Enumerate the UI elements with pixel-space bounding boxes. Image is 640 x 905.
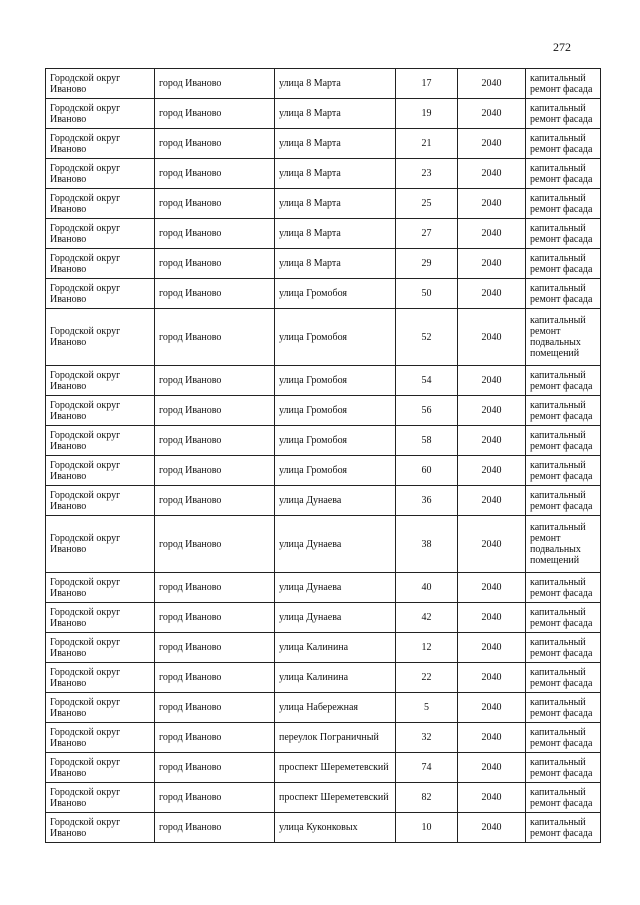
city-cell: город Иваново [155,486,275,516]
street-cell: улица Калинина [275,663,396,693]
year-cell: 2040 [458,159,526,189]
work-type-cell: капитальный ремонт фасада [526,426,601,456]
table-row [46,813,601,843]
district-cell: Городской округ Иваново [46,693,155,723]
table-row [46,603,601,633]
district-cell: Городской округ Иваново [46,456,155,486]
city-cell: город Иваново [155,603,275,633]
work-type-cell: капитальный ремонт фасада [526,723,601,753]
year-cell: 2040 [458,99,526,129]
table-row [46,426,601,456]
table-row [46,309,601,366]
house-number-cell: 82 [396,783,458,813]
city-cell: город Иваново [155,663,275,693]
district-cell: Городской округ Иваново [46,249,155,279]
city-cell: город Иваново [155,366,275,396]
street-cell: улица Куконковых [275,813,396,843]
table-row [46,486,601,516]
page-number: 272 [553,40,571,54]
house-number-cell: 38 [396,516,458,573]
street-cell: улица Громобоя [275,309,396,366]
table-row [46,366,601,396]
year-cell: 2040 [458,309,526,366]
street-cell: улица 8 Марта [275,159,396,189]
work-type-cell: капитальный ремонт фасада [526,366,601,396]
work-type-cell: капитальный ремонт фасада [526,129,601,159]
city-cell: город Иваново [155,813,275,843]
street-cell: улица Дунаева [275,573,396,603]
table-row [46,249,601,279]
city-cell: город Иваново [155,279,275,309]
table-body [46,69,601,843]
district-cell: Городской округ Иваново [46,159,155,189]
house-number-cell: 10 [396,813,458,843]
district-cell: Городской округ Иваново [46,396,155,426]
street-cell: улица Громобоя [275,366,396,396]
street-cell: улица 8 Марта [275,219,396,249]
work-type-cell: капитальный ремонт подвальных помещений [526,309,601,366]
year-cell: 2040 [458,396,526,426]
house-number-cell: 58 [396,426,458,456]
work-type-cell: капитальный ремонт фасада [526,219,601,249]
table-row [46,693,601,723]
house-number-cell: 25 [396,189,458,219]
city-cell: город Иваново [155,573,275,603]
year-cell: 2040 [458,219,526,249]
work-type-cell: капитальный ремонт фасада [526,813,601,843]
year-cell: 2040 [458,69,526,99]
district-cell: Городской округ Иваново [46,279,155,309]
table-row [46,723,601,753]
city-cell: город Иваново [155,99,275,129]
year-cell: 2040 [458,573,526,603]
city-cell: город Иваново [155,219,275,249]
year-cell: 2040 [458,723,526,753]
street-cell: улица Калинина [275,633,396,663]
city-cell: город Иваново [155,783,275,813]
house-number-cell: 21 [396,129,458,159]
district-cell: Городской округ Иваново [46,516,155,573]
street-cell: улица Громобоя [275,279,396,309]
house-number-cell: 74 [396,753,458,783]
work-type-cell: капитальный ремонт подвальных помещений [526,516,601,573]
city-cell: город Иваново [155,753,275,783]
work-type-cell: капитальный ремонт фасада [526,486,601,516]
year-cell: 2040 [458,603,526,633]
table-row [46,99,601,129]
year-cell: 2040 [458,249,526,279]
district-cell: Городской округ Иваново [46,99,155,129]
house-number-cell: 19 [396,99,458,129]
city-cell: город Иваново [155,396,275,426]
city-cell: город Иваново [155,249,275,279]
house-number-cell: 56 [396,396,458,426]
city-cell: город Иваново [155,426,275,456]
year-cell: 2040 [458,279,526,309]
house-number-cell: 42 [396,603,458,633]
house-number-cell: 12 [396,633,458,663]
city-cell: город Иваново [155,693,275,723]
district-cell: Городской округ Иваново [46,663,155,693]
work-type-cell: капитальный ремонт фасада [526,279,601,309]
year-cell: 2040 [458,426,526,456]
work-type-cell: капитальный ремонт фасада [526,159,601,189]
work-type-cell: капитальный ремонт фасада [526,603,601,633]
street-cell: улица Дунаева [275,603,396,633]
district-cell: Городской округ Иваново [46,486,155,516]
year-cell: 2040 [458,366,526,396]
district-cell: Городской округ Иваново [46,633,155,663]
table-row [46,633,601,663]
street-cell: проспект Шереметевский [275,753,396,783]
year-cell: 2040 [458,456,526,486]
city-cell: город Иваново [155,189,275,219]
street-cell: проспект Шереметевский [275,783,396,813]
work-type-cell: капитальный ремонт фасада [526,396,601,426]
house-number-cell: 54 [396,366,458,396]
district-cell: Городской округ Иваново [46,129,155,159]
house-number-cell: 23 [396,159,458,189]
table-row [46,129,601,159]
street-cell: переулок Пограничный [275,723,396,753]
district-cell: Городской округ Иваново [46,723,155,753]
table-row [46,663,601,693]
street-cell: улица Дунаева [275,516,396,573]
house-number-cell: 50 [396,279,458,309]
year-cell: 2040 [458,753,526,783]
house-number-cell: 29 [396,249,458,279]
city-cell: город Иваново [155,456,275,486]
district-cell: Городской округ Иваново [46,426,155,456]
table-row [46,189,601,219]
district-cell: Городской округ Иваново [46,753,155,783]
house-number-cell: 52 [396,309,458,366]
year-cell: 2040 [458,813,526,843]
work-type-cell: капитальный ремонт фасада [526,573,601,603]
street-cell: улица 8 Марта [275,249,396,279]
work-type-cell: капитальный ремонт фасада [526,69,601,99]
street-cell: улица Громобоя [275,426,396,456]
year-cell: 2040 [458,189,526,219]
city-cell: город Иваново [155,723,275,753]
work-type-cell: капитальный ремонт фасада [526,456,601,486]
house-number-cell: 22 [396,663,458,693]
year-cell: 2040 [458,516,526,573]
street-cell: улица Громобоя [275,456,396,486]
district-cell: Городской округ Иваново [46,783,155,813]
street-cell: улица 8 Марта [275,129,396,159]
street-cell: улица Громобоя [275,396,396,426]
work-type-cell: капитальный ремонт фасада [526,99,601,129]
district-cell: Городской округ Иваново [46,69,155,99]
street-cell: улица Набережная [275,693,396,723]
house-number-cell: 32 [396,723,458,753]
district-cell: Городской округ Иваново [46,189,155,219]
house-number-cell: 27 [396,219,458,249]
repair-schedule-table [45,68,601,843]
work-type-cell: капитальный ремонт фасада [526,663,601,693]
city-cell: город Иваново [155,309,275,366]
house-number-cell: 36 [396,486,458,516]
house-number-cell: 40 [396,573,458,603]
city-cell: город Иваново [155,129,275,159]
table-row [46,573,601,603]
house-number-cell: 5 [396,693,458,723]
table-row [46,279,601,309]
work-type-cell: капитальный ремонт фасада [526,753,601,783]
house-number-cell: 60 [396,456,458,486]
work-type-cell: капитальный ремонт фасада [526,693,601,723]
house-number-cell: 17 [396,69,458,99]
table-row [46,396,601,426]
street-cell: улица 8 Марта [275,99,396,129]
city-cell: город Иваново [155,69,275,99]
district-cell: Городской округ Иваново [46,813,155,843]
year-cell: 2040 [458,663,526,693]
year-cell: 2040 [458,693,526,723]
table-row [46,219,601,249]
city-cell: город Иваново [155,159,275,189]
street-cell: улица 8 Марта [275,189,396,219]
table-row [46,516,601,573]
table-row [46,159,601,189]
table-row [46,753,601,783]
work-type-cell: капитальный ремонт фасада [526,249,601,279]
table-row [46,69,601,99]
street-cell: улица Дунаева [275,486,396,516]
city-cell: город Иваново [155,633,275,663]
year-cell: 2040 [458,486,526,516]
table-row [46,456,601,486]
district-cell: Городской округ Иваново [46,219,155,249]
work-type-cell: капитальный ремонт фасада [526,783,601,813]
district-cell: Городской округ Иваново [46,366,155,396]
district-cell: Городской округ Иваново [46,603,155,633]
work-type-cell: капитальный ремонт фасада [526,633,601,663]
year-cell: 2040 [458,633,526,663]
city-cell: город Иваново [155,516,275,573]
year-cell: 2040 [458,783,526,813]
table-row [46,783,601,813]
street-cell: улица 8 Марта [275,69,396,99]
year-cell: 2040 [458,129,526,159]
district-cell: Городской округ Иваново [46,573,155,603]
work-type-cell: капитальный ремонт фасада [526,189,601,219]
district-cell: Городской округ Иваново [46,309,155,366]
